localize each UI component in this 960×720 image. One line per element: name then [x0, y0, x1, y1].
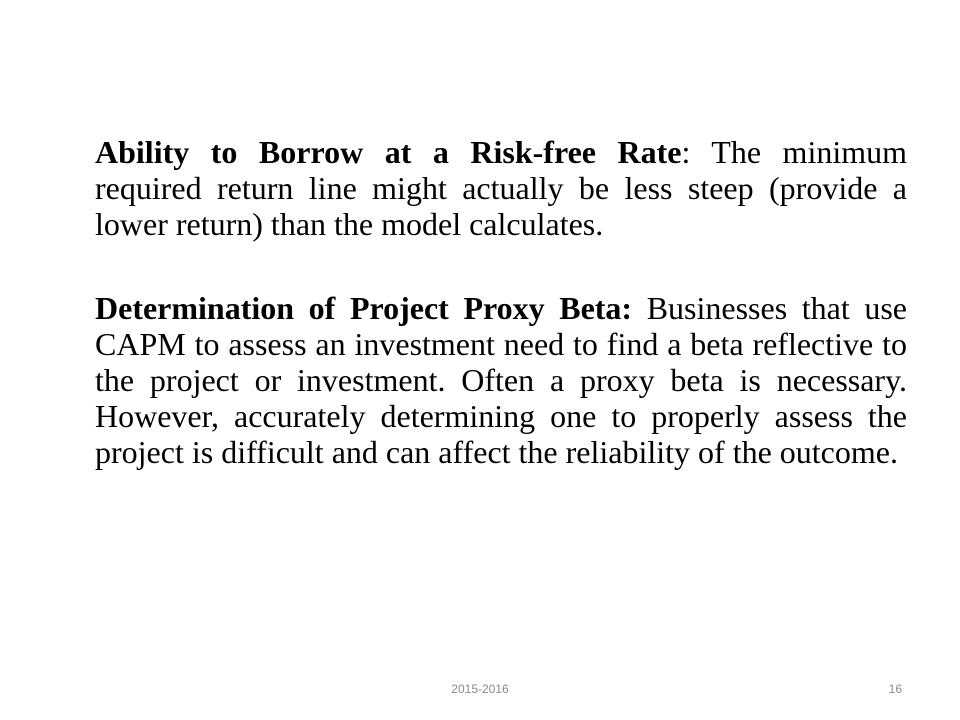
paragraph-heading: Determination of Project Proxy Beta:: [95, 290, 633, 326]
paragraph-text: Businesses that use CAPM to assess an investment need to find a beta reflective to the project or investment. Often a proxy beta is necessary. However, accurately determining one to properly assess the project is difficult and can affect the reliability of the outcome.: [95, 290, 907, 470]
slide-body: [95, 134, 907, 470]
paragraph-heading: Ability to Borrow at a Risk-free Rate: [95, 134, 682, 170]
footer-date: 2015-2016: [451, 682, 509, 696]
paragraph-text: The minimum required return line might actually be less steep (provide a lower return) than the model calculates.: [95, 134, 908, 242]
paragraph-borrow-risk-free: [95, 134, 907, 242]
paragraph-project-proxy-beta: [95, 290, 907, 470]
heading-separator: :: [681, 134, 691, 170]
slide-number: 16: [888, 682, 902, 696]
